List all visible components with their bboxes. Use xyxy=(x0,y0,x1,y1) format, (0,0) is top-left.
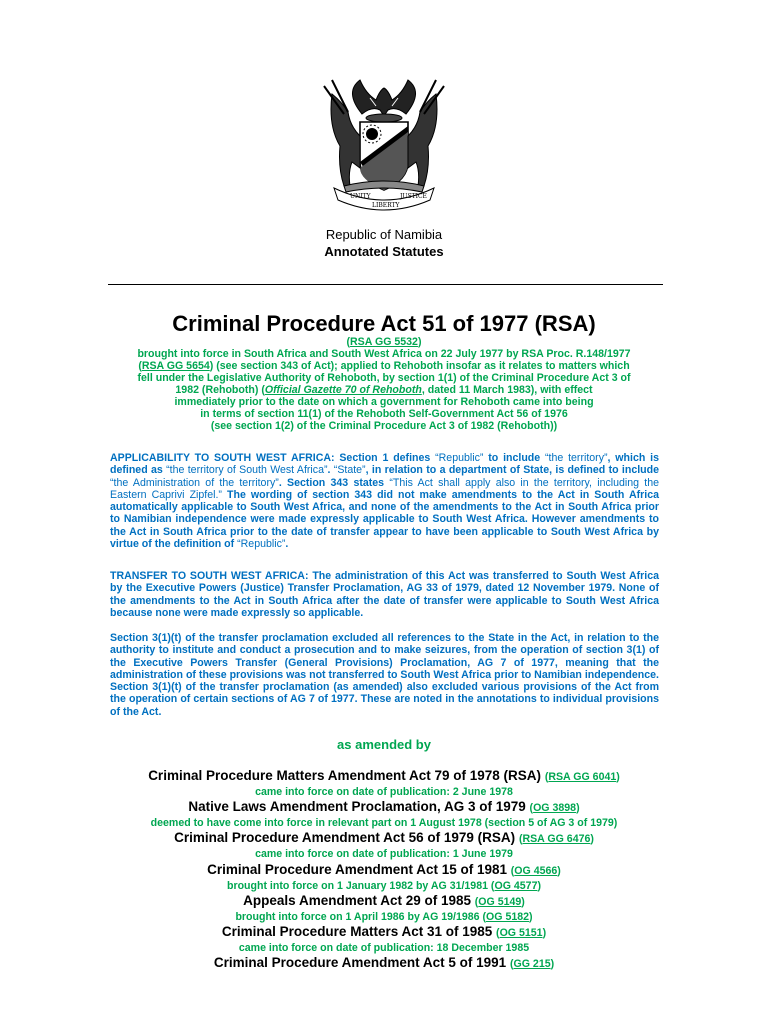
amendment-title: Criminal Procedure Matters Amendment Act 79 of 1978 (RSA) (RSA GG 6041) xyxy=(148,768,620,783)
amendment-gazette-link[interactable]: OG 3898 xyxy=(533,802,577,815)
amendment-gazette-link[interactable]: RSA GG 6041 xyxy=(548,771,617,783)
amendment-note-link[interactable]: OG 5182 xyxy=(486,910,530,923)
amendment-gazette-link[interactable]: OG 5149 xyxy=(478,895,522,908)
amendment-title: Native Laws Amendment Proclamation, AG 3 of 1979 (OG 3898) xyxy=(188,799,580,815)
act-title: Criminal Procedure Act 51 of 1977 (RSA) xyxy=(172,311,596,336)
gazette-link-rsa-gg-5654[interactable]: RSA GG 5654 xyxy=(141,360,210,372)
amendment-title: Appeals Amendment Act 29 of 1985 (OG 5149) xyxy=(243,892,525,908)
amendment-title: Criminal Procedure Matters Act 31 of 1985 (OG 5151) xyxy=(221,924,547,940)
amendment-note-link[interactable]: OG 4577 xyxy=(494,879,538,892)
amendment-title: Criminal Procedure Amendment Act 15 of 1981 (OG 4566) xyxy=(207,861,561,877)
header-divider xyxy=(108,284,663,285)
amendment-gazette-link[interactable]: RSA GG 6476 xyxy=(522,833,591,846)
svg-text:LIBERTY: LIBERTY xyxy=(372,202,400,209)
amendment-gazette-link[interactable]: OG 5151 xyxy=(499,927,543,940)
amendment-gazette-link[interactable]: GG 215 xyxy=(513,958,551,971)
amendment-note: came into force on date of publication: 1 June 1979 xyxy=(255,848,513,861)
amendment-title: Criminal Procedure Amendment Act 56 of 1979 (RSA) (RSA GG 6476) xyxy=(174,830,594,846)
applicability-paragraph: APPLICABILITY TO SOUTH WEST AFRICA: Section 1 defines “Republic” to include “the territory”, which is defined as “the territory of South West Africa”. “State”, in relation to a department of State, is defined to include “the Administration of the territory”. Section 343 states “This Act shall apply also in the territory, including the Eastern Caprivi Zipfel.” The wording of section 343 did not make amendments to the Act in South Africa automatically applicable to South West Africa, and none of the amendments to the Act in South Africa prior to Namibian independence were made expressly applicable to South West Africa. However amendments to the Act in South Africa prior to the date of transfer appear to have been applicable to South West Africa by virtue of the definition of “Republic”. xyxy=(110,452,660,551)
svg-text:JUSTICE: JUSTICE xyxy=(400,193,427,200)
amendment-note: came into force on date of publication: 2 June 1978 xyxy=(255,786,513,798)
amendment-title: Criminal Procedure Amendment Act 5 of 1991 (GG 215) xyxy=(213,955,555,971)
transfer-paragraph: TRANSFER TO SOUTH WEST AFRICA: The administration of this Act was transferred to South West Africa by the Executive Powers (Justice) Transfer Proclamation, AG 33 of 1979, dated 12 November 1979. None of the amendments to the Act in South Africa after the date of transfer were applicable to South West Africa because none were made expressly so applicable. xyxy=(110,570,659,619)
amended-by-heading: as amended by xyxy=(337,737,431,752)
gazette-link-rehoboth-70[interactable]: Official Gazette 70 of Rehoboth xyxy=(264,384,422,396)
amendment-note: deemed to have come into force in relevant part on 1 August 1978 (section 5 of AG 3 of 1979) xyxy=(150,817,618,830)
gazette-line-7: in terms of section 11(1) of the Rehoboth Self-Government Act 56 of 1976 xyxy=(200,408,568,420)
republic-heading: Republic of Namibia xyxy=(325,227,443,242)
gazette-line-3: (RSA GG 5654) (see section 343 of Act); applied to Rehoboth insofar as it relates to matters which xyxy=(138,360,630,372)
svg-text:UNITY: UNITY xyxy=(350,193,371,200)
amendment-note: brought into force on 1 April 1986 by AG 19/1986 (OG 5182) xyxy=(235,910,533,923)
namibia-coat-of-arms-logo xyxy=(314,76,454,212)
section-3-paragraph: Section 3(1)(t) of the transfer proclamation excluded all references to the State in the Act, in relation to the authority to institute and conduct a prosecution and to make seizures, from the operation of section 3(1) of the Executive Powers Transfer (General Provisions) Proclamation, AG 7 of 1977, meaning that the administration of these provisions was not transferred to South West Africa prior to Namibian independence. Section 3(1)(t) of the transfer proclamation (as amended) also excluded various provisions of the Act from the operation of certain sections of AG 7 of 1977. These are noted in the annotations to individual provisions of the Act. xyxy=(110,632,659,718)
amendments-list xyxy=(60,767,708,973)
gazette-line-5: 1982 (Rehoboth) (Official Gazette 70 of Rehoboth, dated 11 March 1983), with effect xyxy=(175,384,593,396)
annotated-statutes-heading: Annotated Statutes xyxy=(324,244,444,259)
gazette-info xyxy=(100,336,668,432)
gazette-line-6: immediately prior to the date on which a government for Rehoboth came into being xyxy=(174,396,594,408)
gazette-line-4: fell under the Legislative Authority of Rehoboth, by section 1(1) of the Criminal Procedure Act 3 of xyxy=(137,372,631,384)
amendment-gazette-link[interactable]: OG 4566 xyxy=(514,864,558,877)
amendment-note: came into force on date of publication: 18 December 1985 xyxy=(238,942,530,955)
gazette-line-8: (see section 1(2) of the Criminal Procedure Act 3 of 1982 (Rehoboth)) xyxy=(210,420,558,432)
amendment-note: brought into force on 1 January 1982 by AG 31/1981 (OG 4577) xyxy=(226,879,541,892)
gazette-link-rsa-gg-5532[interactable]: RSA GG 5532 xyxy=(350,336,418,348)
gazette-line-2: brought into force in South Africa and South West Africa on 22 July 1977 by RSA Proc. R.148/1977 xyxy=(137,348,631,360)
gazette-line-1: (RSA GG 5532) xyxy=(346,336,422,348)
